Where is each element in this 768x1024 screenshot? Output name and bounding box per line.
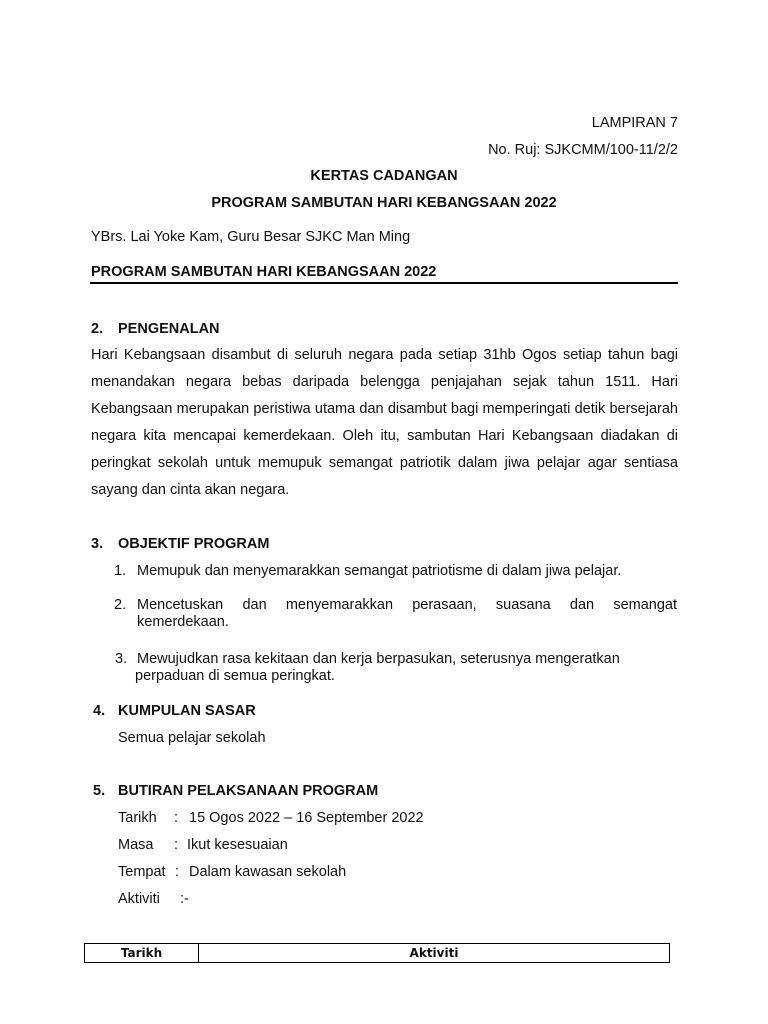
reference-number: No. Ruj: SJKCMM/100-11/2/2 [488,142,678,158]
addressee: YBrs. Lai Yoke Kam, Guru Besar SJKC Man Ming [91,229,411,245]
section-2-number: 2. [91,321,104,337]
section-4-heading: KUMPULAN SASAR [118,703,256,719]
section-3-heading: OBJEKTIF PROGRAM [118,536,270,552]
objective-1-text: Memupuk dan menyemarakkan semangat patriotisme di dalam jiwa pelajar. [137,563,622,579]
attachment-label: LAMPIRAN 7 [591,115,678,131]
section-3-number: 3. [91,536,104,552]
objective-3-text-cont: perpaduan di semua peringkat. [135,668,335,684]
subject-line: PROGRAM SAMBUTAN HARI KEBANGSAAN 2022 [91,264,437,280]
table-header-date: Tarikh [120,946,163,960]
objective-2-text-cont: kemerdekaan. [137,614,229,630]
objective-2-text: Mencetuskan dan menyemarakkan perasaan, suasana dan semangat [137,597,677,613]
detail-date-value: 15 Ogos 2022 – 16 September 2022 [189,810,424,826]
activity-table-header [84,943,670,963]
section-4-number: 4. [93,703,106,719]
detail-activity-label: Aktiviti [118,891,160,907]
detail-time-label: Masa [118,837,154,853]
objective-3-number: 3. [115,651,128,667]
section-4-body: Semua pelajar sekolah [118,730,266,746]
detail-activity-sep: :- [180,891,189,907]
section-5-number: 5. [93,783,106,799]
detail-venue-label: Tempat [118,864,166,880]
table-header-activity: Aktiviti [409,946,459,960]
section-5-heading: BUTIRAN PELAKSANAAN PROGRAM [118,783,379,799]
detail-time-value: Ikut kesesuaian [187,837,288,853]
detail-venue-value: Dalam kawasan sekolah [189,864,347,880]
objective-2-number: 2. [114,597,127,613]
subject-underline [90,282,678,284]
document-title: KERTAS CADANGAN [310,168,458,184]
objective-3-text: Mewujudkan rasa kekitaan dan kerja berpasukan, seterusnya mengeratkan [137,651,620,667]
objective-1-number: 1. [114,563,127,579]
section-2-body: Hari Kebangsaan disambut di seluruh negara pada setiap 31hb Ogos setiap tahun bagi menandakan negara bebas daripada belengga penjajahan sejak tahun 1511. Hari Kebangsaan merupakan peristiwa utama dan disambut bagi memperingati detik bersejarah negara kita mencapai kemerdekaan. Oleh itu, sambutan Hari Kebangsaan diadakan di peringkat sekolah untuk memupuk semangat patriotik dalam jiwa pelajar agar sentiasa sayang dan cinta akan negara. [91,347,678,498]
detail-date-label: Tarikh [118,810,157,826]
detail-time-sep: : [174,837,179,853]
document-subtitle: PROGRAM SAMBUTAN HARI KEBANGSAAN 2022 [211,195,557,211]
detail-venue-sep: : [175,864,180,880]
detail-date-sep: : [174,810,179,826]
section-2-heading: PENGENALAN [118,321,220,337]
